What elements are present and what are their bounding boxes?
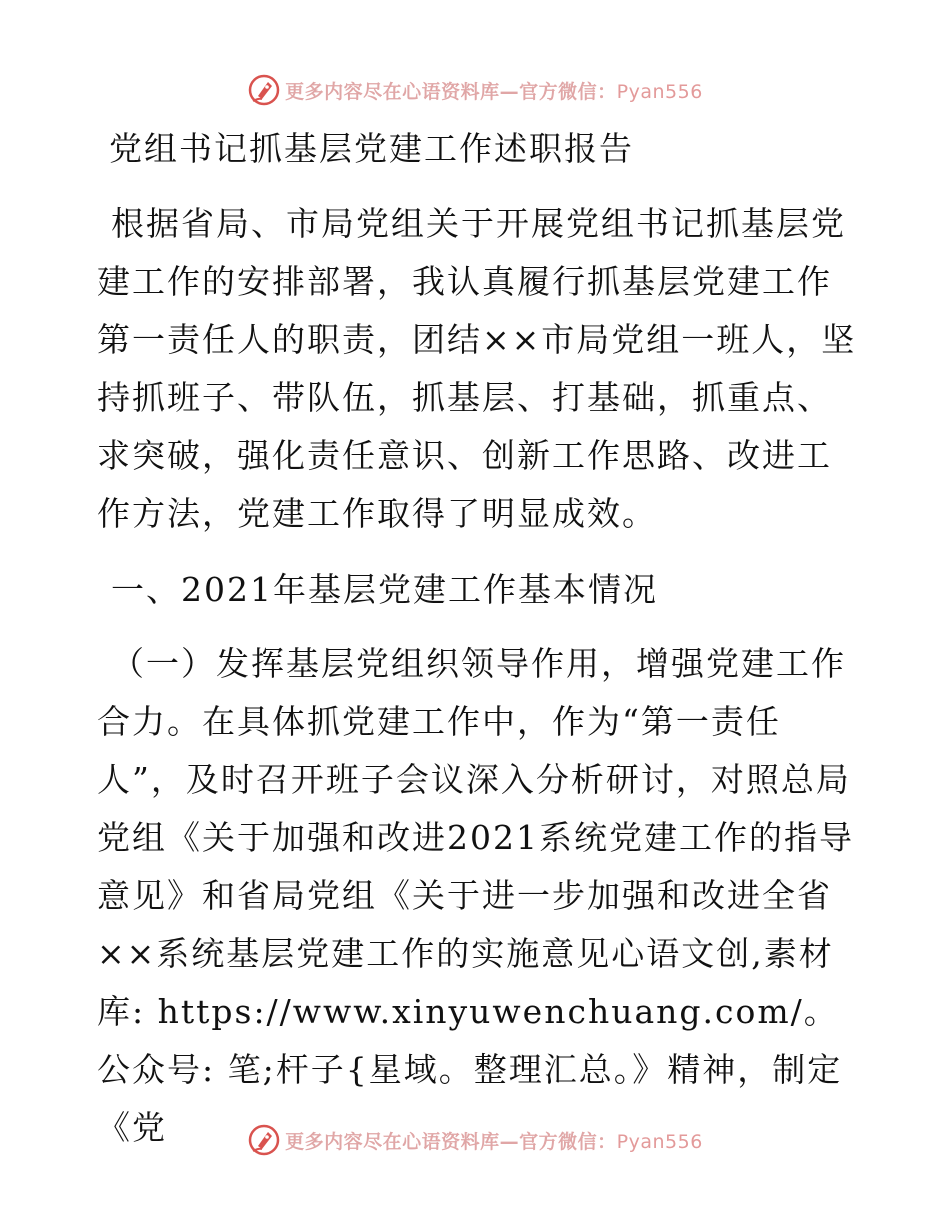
document-title: 党组书记抓基层党建工作述职报告 xyxy=(109,129,634,168)
pen-nib-logo-icon xyxy=(247,1123,281,1157)
watermark-footer xyxy=(0,1120,950,1160)
intro-paragraph: 根据省局、市局党组关于开展党组书记抓基层党建工作的安排部署，我认真履行抓基层党建工作第一责任人的职责，团结××市局党组一班人，坚持抓班子、带队伍，抓基层、打基础，抓重点、求突破，强化责任意识、创新工作思路、改进工作方法，党建工作取得了明显成效。 xyxy=(97,204,857,533)
watermark-text: 更多内容尽在心语资料库—官方微信：Pyan556 xyxy=(285,1130,703,1153)
pen-nib-logo-icon xyxy=(247,73,281,107)
watermark-wechat-id: Pyan556 xyxy=(616,80,703,103)
section-paragraph: （一）发挥基层党组织领导作用，增强党建工作合力。在具体抓党建工作中，作为“第一责任人”，及时召开班子会议深入分析研讨，对照总局党组《关于加强和改进2021系统党建工作的指导意见》和省局党组《关于进一步加强和改进全省××系统基层党建工作的实施意见心语文创,素材库: https://www.xinyuwenchuang.com/。公众号: 笔;杆子{星域。整理汇总。》精神，制定《党 xyxy=(97,644,854,1147)
section-heading: 一、2021年基层党建工作基本情况 xyxy=(111,570,658,609)
watermark-wechat-id: Pyan556 xyxy=(616,1130,703,1153)
watermark-header xyxy=(0,70,950,110)
watermark-text: 更多内容尽在心语资料库—官方微信：Pyan556 xyxy=(285,80,703,103)
document-body xyxy=(97,125,857,1157)
